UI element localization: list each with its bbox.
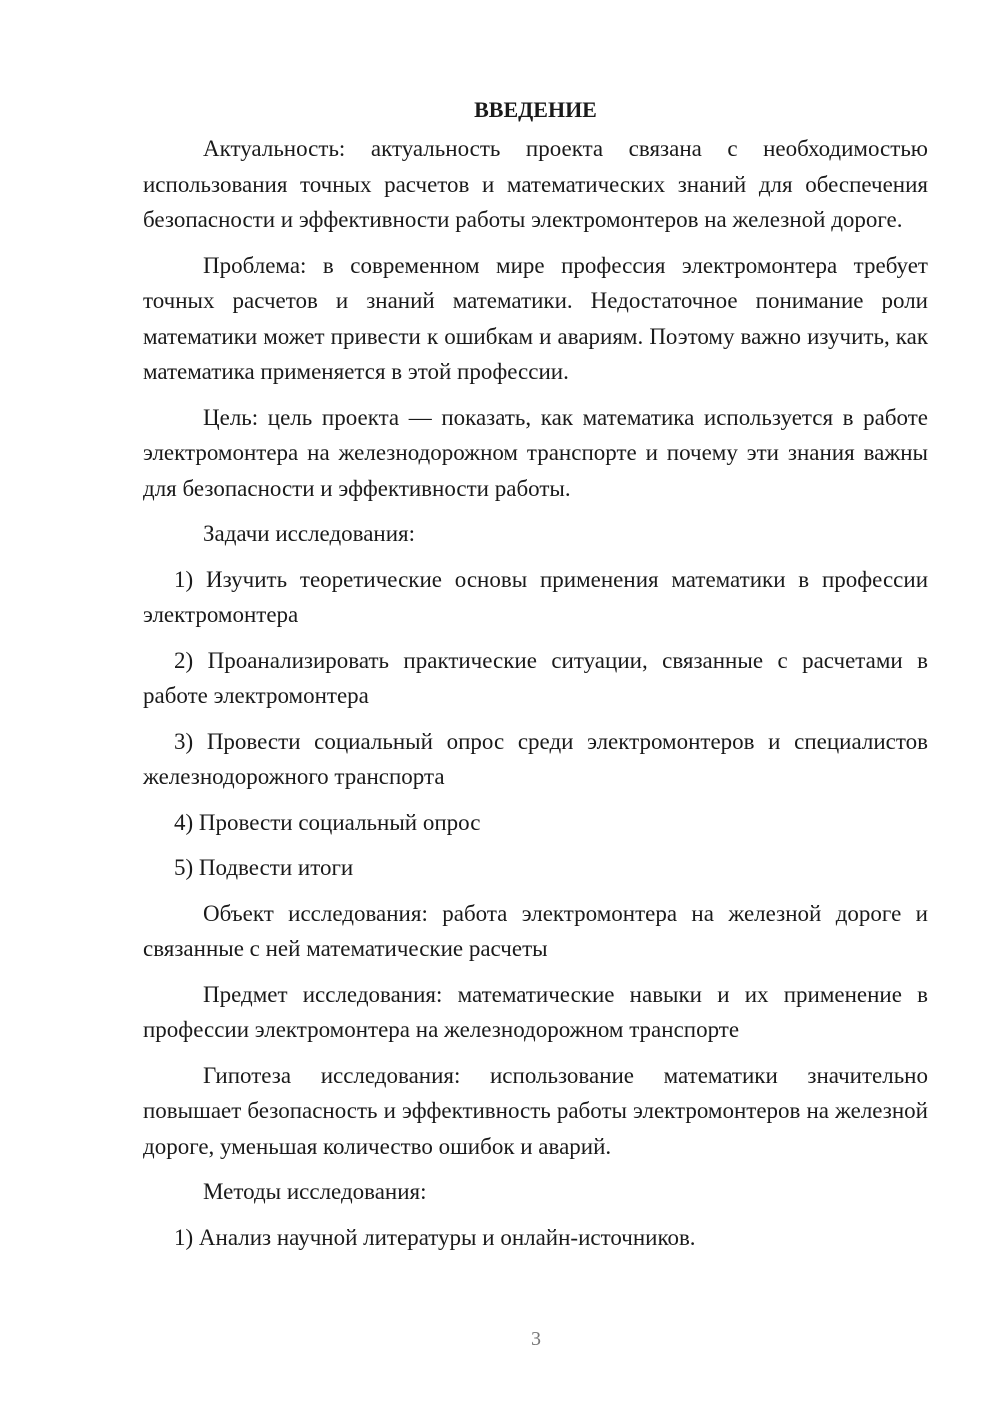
task-item: 4) Провести социальный опрос: [174, 809, 481, 835]
methods-heading: Методы исследования:: [203, 1179, 427, 1204]
document-page: [143, 92, 928, 1265]
hypothesis-paragraph: Гипотеза исследования: использование математики значительно повышает безопасность и эффективность работы электромонтеров на железной дороге, уменьшая количество ошибок и аварий.: [143, 1062, 928, 1159]
problem-paragraph: Проблема: в современном мире профессия электромонтера требует точных расчетов и знаний математики. Недостаточное понимание роли математики может привести к ошибкам и авариям. Поэтому важно изучить, как математика применяется в этой профессии.: [143, 252, 928, 384]
object-paragraph: Объект исследования: работа электромонтера на железной дороге и связанные с ней математические расчеты: [143, 900, 928, 961]
goal-paragraph: Цель: цель проекта — показать, как математика используется в работе электромонтера на железнодорожном транспорте и почему эти знания важны для безопасности и эффективности работы.: [143, 404, 928, 501]
task-item: 3) Провести социальный опрос среди электромонтеров и специалистов железнодорожного транспорта: [143, 728, 928, 789]
subject-paragraph: Предмет исследования: математические навыки и их применение в профессии электромонтера на железнодорожном транспорте: [143, 981, 928, 1042]
task-item: 1) Изучить теоретические основы применения математики в профессии электромонтера: [143, 566, 928, 627]
method-item: 1) Анализ научной литературы и онлайн-источников.: [174, 1224, 696, 1250]
task-item: 5) Подвести итоги: [174, 855, 354, 880]
task-item: 2) Проанализировать практические ситуации, связанные с расчетами в работе электромонтера: [143, 647, 928, 708]
page-number: 3: [531, 1328, 541, 1350]
tasks-heading: Задачи исследования:: [203, 521, 416, 546]
relevance-paragraph: Актуальность: актуальность проекта связана с необходимостью использования точных расчетов и математических знаний для обеспечения безопасности и эффективности работы электромонтеров на железной дороге.: [143, 136, 928, 232]
section-title: ВВЕДЕНИЕ: [474, 97, 597, 122]
